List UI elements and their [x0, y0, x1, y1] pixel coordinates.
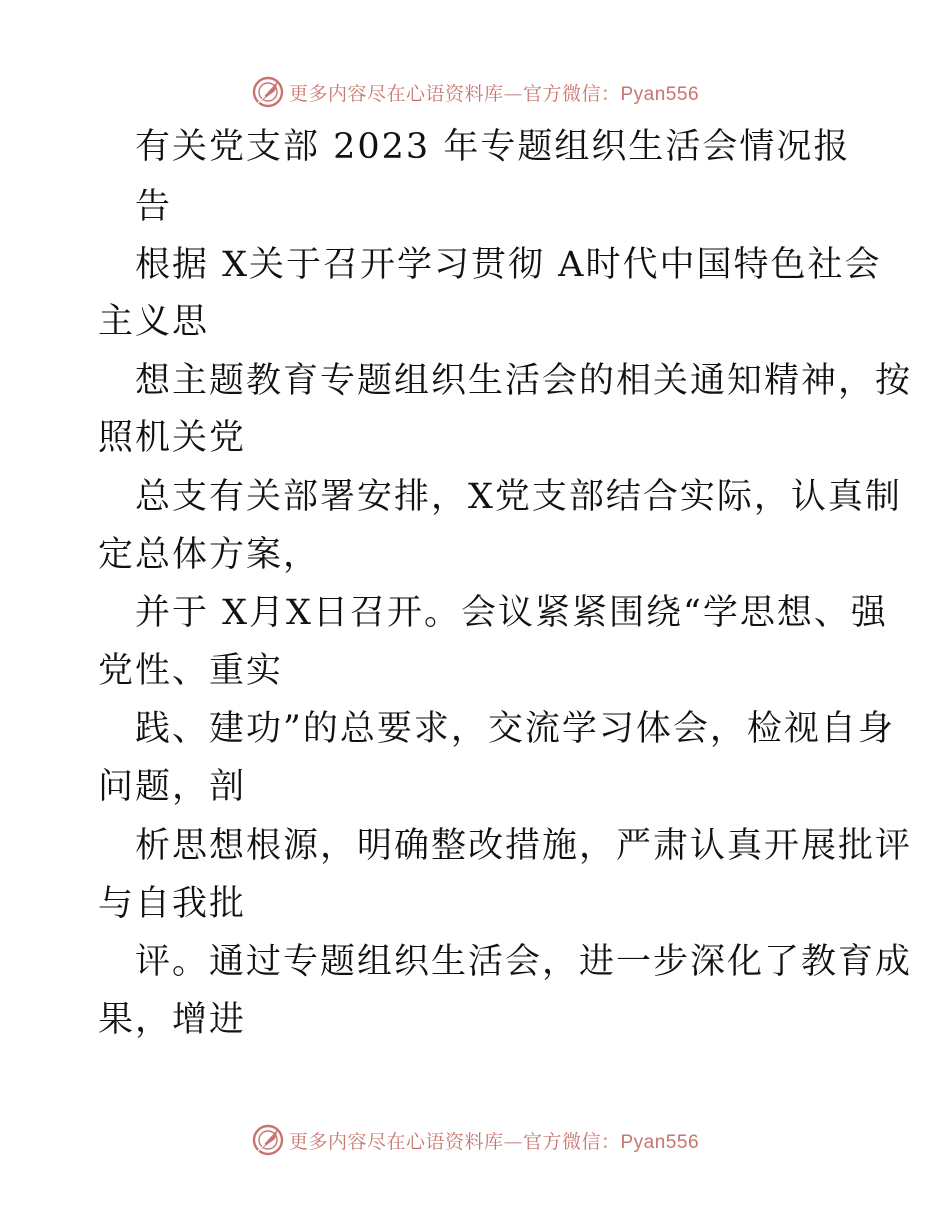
- watermark-wechat-label: 官方微信：: [522, 82, 621, 105]
- watermark-wechat-id: Pyan556: [620, 1131, 700, 1153]
- paragraph-line: 析思想根源，明确整改措施，严肃认真开展批评: [135, 826, 913, 866]
- paragraph-line: 评。通过专题组织生活会，进一步深化了教育成: [135, 942, 913, 982]
- watermark-slogan: 更多内容尽在心语资料库: [288, 1130, 504, 1153]
- paragraph-line: 主义思: [98, 302, 210, 342]
- paragraph-line: 党性、重实: [98, 651, 284, 691]
- paragraph-line: 根据 X关于召开学习贯彻 A时代中国特色社会: [135, 245, 882, 285]
- watermark-slogan: 更多内容尽在心语资料库: [288, 82, 504, 105]
- watermark-text: [289, 1127, 699, 1154]
- paragraph-line: 总支有关部署安排，X党支部结合实际，认真制: [135, 477, 902, 517]
- paragraph-line: 想主题教育专题组织生活会的相关通知精神，按: [135, 361, 913, 401]
- watermark-separator: —: [503, 1130, 523, 1153]
- paragraph-line: 问题，剖: [98, 767, 247, 807]
- paragraph-line: 践、建功”的总要求，交流学习体会，检视自身: [135, 709, 895, 749]
- paragraph-line: 并于 X月X日召开。会议紧紧围绕“学思想、强: [135, 593, 888, 633]
- document-title-line-2: 告: [135, 187, 173, 227]
- paragraph-line: 果，增进: [98, 1000, 247, 1040]
- paragraph-line: 照机关党: [98, 418, 247, 458]
- watermark-wechat-label: 官方微信：: [522, 1130, 621, 1153]
- footer-watermark: [0, 1120, 950, 1160]
- paragraph-line: 定总体方案，: [98, 535, 321, 575]
- watermark-separator: —: [503, 82, 523, 105]
- watermark-wechat-id: Pyan556: [620, 83, 700, 105]
- paragraph-line: 与自我批: [98, 884, 247, 924]
- document-title-line-1: 有关党支部 2023 年专题组织生活会情况报: [135, 127, 851, 167]
- quill-logo-icon: [251, 1123, 285, 1157]
